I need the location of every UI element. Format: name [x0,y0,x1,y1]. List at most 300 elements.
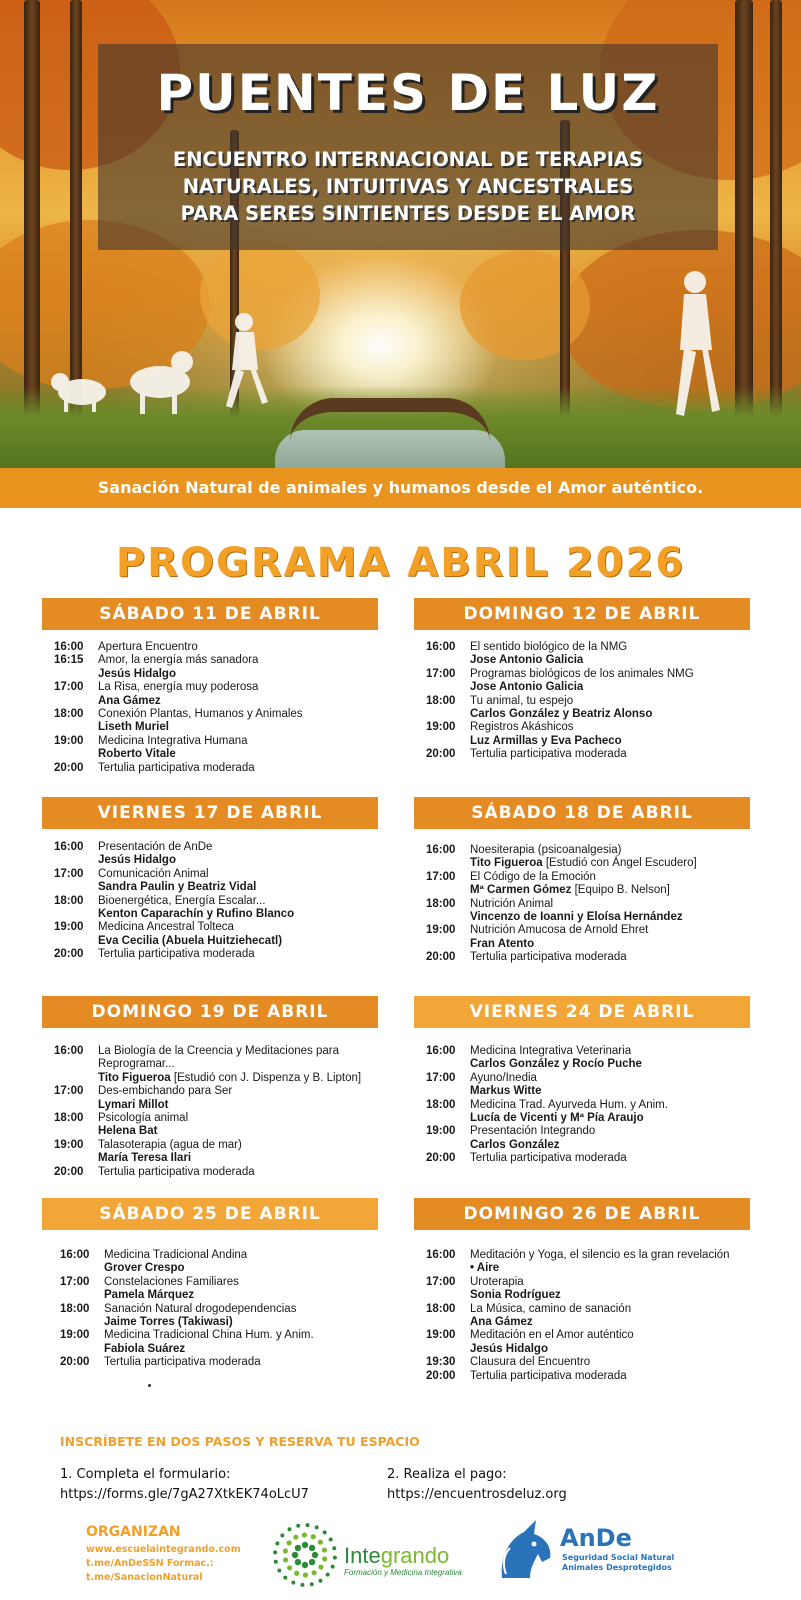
speaker-name: Eva Cecilia (Abuela Huitziehecatl) [98,934,283,947]
sunburst-dot [300,1583,304,1587]
session-title: Tertulia participativa moderada [98,948,255,961]
schedule-item [54,841,374,868]
sunburst-dot [286,1540,291,1545]
session-title: Medicina Trad. Ayurveda Hum. y Anim. [470,1098,668,1111]
session-details [470,1329,746,1356]
schedule-item [426,1276,746,1303]
subtitle-line: PARA SERES SINTIENTES DESDE EL AMOR [180,202,636,225]
speaker-note: [Estudió con J. Dispenza y B. Lipton] [170,1071,362,1084]
sunburst-dot [295,1545,301,1551]
session-details [98,654,374,681]
session-title: Bioenergética, Energía Escalar... [98,894,266,907]
session-time: 18:00 [426,694,456,707]
speaker-line [470,735,746,748]
session-time: 20:00 [54,948,84,961]
speaker-line [470,911,746,924]
subtitle-line: NATURALES, INTUITIVAS Y ANCESTRALES [182,175,634,198]
speaker-name: Tito Figueroa [98,1071,171,1084]
speaker-line [98,695,374,708]
day-header: DOMINGO 26 DE ABRIL [414,1198,750,1230]
schedule-item [426,951,746,964]
session-title: Des-embichando para Ser [98,1085,233,1098]
speaker-line [470,884,746,897]
session-details [98,948,374,961]
day-schedule [54,641,374,775]
sunburst-dot [275,1541,279,1545]
session-title: Tertulia participativa moderada [470,1152,627,1165]
schedule-item [60,1276,376,1303]
speaker-line [98,1072,374,1085]
speaker-line [470,681,746,694]
schedule-item [60,1249,376,1276]
speaker-line [470,938,746,951]
sunburst-dot [318,1540,323,1545]
integrando-logo-text [344,1543,449,1569]
session-time: 19:30 [426,1356,456,1369]
schedule-item [54,681,374,708]
website-link[interactable]: www.escuelaintegrando.com [86,1544,241,1555]
speaker-line [104,1316,376,1329]
session-details [98,762,374,775]
session-title: Apertura Encuentro [98,641,198,653]
sunburst-dot [283,1576,287,1580]
subtitle-line: ENCUENTRO INTERNACIONAL DE TERAPIAS [172,148,644,171]
session-details [98,841,374,868]
session-time: 19:00 [54,1138,84,1151]
payment-link[interactable]: https://encuentrosdeluz.org [387,1487,567,1502]
step-1 [60,1465,309,1505]
session-title: Registros Akáshicos [470,721,574,734]
speaker-line [98,668,374,681]
speaker-name: Fran Atento [470,937,535,950]
session-title: Tertulia participativa moderada [470,951,627,964]
speaker-name: Mª Carmen Gómez [470,884,572,897]
session-time: 17:00 [426,667,456,680]
ande-logo-text: AnDe [560,1524,632,1552]
day-header: SÁBADO 11 DE ABRIL [42,598,378,630]
session-time: 16:00 [426,1045,456,1057]
session-time: 19:00 [426,1329,456,1342]
session-time: 16:00 [54,641,84,653]
schedule-item [426,748,746,761]
sunburst-dot [291,1581,295,1585]
schedule-item [54,708,374,735]
session-details [470,1099,746,1126]
session-time: 20:00 [426,1369,456,1382]
day-schedule [426,1249,746,1383]
speaker-line [98,721,374,734]
session-title: Medicina Integrativa Veterinaria [470,1045,632,1057]
speaker-line [98,854,374,867]
session-title: Nutrición Amucosa de Arnold Ehret [470,924,649,937]
schedule-item [54,1112,374,1139]
ande-tagline-line: Animales Desprotegidos [562,1563,672,1572]
session-title: Medicina Integrativa Humana [98,734,248,747]
sunburst-dot [315,1525,319,1529]
session-time: 18:00 [426,1098,456,1111]
speaker-name: Jaime Torres (Takiwasi) [104,1316,233,1329]
step-2-label: 2. Realiza el pago: [387,1467,507,1482]
hero-image [0,0,801,476]
session-details [470,1125,746,1152]
session-title: Sanación Natural drogodependencias [104,1302,297,1315]
schedule-item [54,654,374,681]
speaker-name: Lucía de Vicenti y Mª Pía Araujo [470,1112,644,1125]
speaker-name: Tito Figueroa [470,857,543,870]
speaker-line [470,1112,746,1125]
speaker-name: Carlos González [470,1138,560,1151]
session-time: 16:00 [426,641,456,653]
sunburst-dot [312,1552,318,1558]
speaker-line [104,1262,376,1275]
speaker-name: Jose Antonio Galicia [470,681,584,694]
event-title: PUENTES DE LUZ [156,64,660,122]
session-title: Programas biológicos de los animales NMG [470,667,694,680]
organizer-links [86,1543,241,1585]
speaker-name: Carlos González y Rocío Puche [470,1058,642,1071]
session-time: 20:00 [426,951,456,964]
speaker-line [98,908,374,921]
day-schedule [54,1045,374,1179]
sunburst-dot [329,1538,333,1542]
session-title: La Biología de la Creencia y Meditaciones para Reprogramar... [98,1045,340,1071]
schedule-item [54,1045,374,1085]
schedule-item [54,762,374,775]
sunburst-dot [283,1548,288,1553]
speaker-line [470,1085,746,1098]
sunburst-dot [309,1559,315,1565]
telegram-link[interactable]: t.me/AnDeSSN Formac.: [86,1558,214,1569]
session-time: 20:00 [54,1165,84,1178]
integrando-tagline: Formación y Medicina Integrativa [344,1568,462,1577]
session-title: Constelaciones Familiares [104,1275,239,1288]
speaker-name: Carlos González y Beatriz Alonso [470,708,653,721]
schedule-item [426,1370,746,1383]
sunburst-dot [280,1533,284,1537]
session-details [470,871,746,898]
speaker-line [470,1343,746,1356]
day-schedule [426,1045,746,1166]
speaker-name: Grover Crespo [104,1262,185,1275]
speaker-name: Pamela Márquez [104,1289,195,1302]
schedule-item [426,1125,746,1152]
ande-tagline-line: Seguridad Social Natural [562,1553,675,1562]
schedule-item [54,1166,374,1179]
schedule-item [54,921,374,948]
session-details [470,1072,746,1099]
step-2 [387,1465,567,1505]
session-title: Conexión Plantas, Humanos y Animales [98,708,303,721]
speaker-name: Jose Antonio Galicia [470,654,584,667]
sunburst-dot [332,1546,336,1550]
session-title: Talasoterapia (agua de mar) [98,1138,242,1151]
session-details [98,1139,374,1166]
speaker-name: Fabiola Suárez [104,1342,186,1355]
sunburst-dot [302,1562,308,1568]
session-time: 16:00 [54,1045,84,1057]
speaker-line [98,1125,374,1138]
schedule-item [60,1356,376,1369]
session-title: Medicina Tradicional China Hum. y Anim. [104,1329,314,1342]
speaker-name: Jesús Hidalgo [98,667,176,680]
sunburst-dot [322,1556,327,1561]
session-details [470,668,746,695]
sunburst-dot [310,1582,314,1586]
session-time: 20:00 [60,1356,90,1369]
day-header: VIERNES 17 DE ABRIL [42,797,378,829]
schedule-item [54,735,374,762]
schedule-item [54,1085,374,1112]
session-title: La Risa, energía muy poderosa [98,681,259,694]
speaker-line [470,1316,746,1329]
telegram-link[interactable]: t.me/SanacionNatural [86,1572,203,1583]
session-title: Uroterapia [470,1275,524,1288]
session-title: Nutrición Animal [470,897,554,910]
speaker-line [98,1099,374,1112]
session-details [98,641,374,654]
speaker-name: Vincenzo de Ioanni y Eloísa Hernández [470,911,683,924]
sunburst-dot [312,1570,317,1575]
sunburst-dot [283,1557,288,1562]
session-time: 16:00 [60,1249,90,1261]
session-details [98,1166,374,1179]
sunburst-dot [303,1572,308,1577]
speaker-name: María Teresa Ilari [98,1152,192,1165]
schedule-item [426,1356,746,1369]
speaker-line [98,935,374,948]
speaker-line [470,1289,746,1302]
sunburst-dot [277,1568,281,1572]
speaker-line [470,1262,746,1275]
speaker-name: Sonia Rodríguez [470,1289,561,1302]
session-time: 18:00 [426,897,456,910]
sunburst-dot [273,1550,277,1554]
day-header: VIERNES 24 DE ABRIL [414,996,750,1028]
schedule-item [426,668,746,695]
organizers-heading: ORGANIZAN [86,1524,181,1540]
tagline-banner: Sanación Natural de animales y humanos desde el Amor auténtico. [0,468,801,508]
session-details [98,681,374,708]
session-time: 17:00 [54,867,84,880]
schedule-item [54,1139,374,1166]
schedule-item [426,1303,746,1330]
speaker-name: Liseth Muriel [98,721,169,734]
session-time: 17:00 [426,1071,456,1084]
session-time: 18:00 [54,1112,84,1125]
speaker-name: Ana Gámez [98,694,161,707]
sunburst-dot [274,1560,278,1564]
session-title: Ayuno/Inedia [470,1071,537,1084]
schedule-item [60,1329,376,1356]
speaker-line [470,857,746,870]
sunburst-dot [302,1532,307,1537]
speaker-name: • Aire [470,1262,500,1275]
session-details [470,721,746,748]
session-details [470,924,746,951]
sunburst-dot [288,1527,292,1531]
session-time: 16:15 [54,654,84,667]
session-title: El Código de la Emoción [470,870,596,883]
schedule-item [426,1152,746,1165]
sunburst-dot [333,1556,337,1560]
schedule-item [54,948,374,961]
session-title: Amor, la energía más sanadora [98,654,259,667]
speaker-line [98,881,374,894]
schedule-item [426,871,746,898]
speaker-name: Ana Gámez [470,1316,533,1329]
session-time: 19:00 [60,1329,90,1342]
schedule-item [426,844,746,871]
session-details [98,1045,374,1085]
schedule-item [426,641,746,668]
schedule-item [426,924,746,951]
speaker-name: Jesús Hidalgo [470,1342,548,1355]
woman-icon [684,271,706,293]
speaker-line [470,708,746,721]
sunburst-dot [318,1564,323,1569]
speaker-line [98,1152,374,1165]
sunburst-dot [293,1535,298,1540]
session-time: 16:00 [54,841,84,853]
integrando-logo-icon [272,1522,338,1588]
session-details [104,1249,376,1276]
child-icon [235,313,253,331]
session-details [104,1356,376,1369]
session-details [470,951,746,964]
session-details [98,735,374,762]
step-1-label: 1. Completa el formulario: [60,1467,231,1482]
session-details [470,1370,746,1383]
speaker-name: Kenton Caparachín y Rufino Blanco [98,908,295,921]
session-details [104,1303,376,1330]
session-details [470,1045,746,1072]
session-time: 16:00 [426,1249,456,1261]
session-time: 20:00 [426,748,456,761]
session-title: Tertulia participativa moderada [98,1165,255,1178]
session-time: 20:00 [54,761,84,774]
day-schedule [426,641,746,762]
schedule-item [426,1249,746,1276]
session-details [104,1329,376,1356]
day-header: SÁBADO 18 DE ABRIL [414,797,750,829]
sunburst-dot [326,1573,330,1577]
schedule-item [426,1045,746,1072]
session-details [98,868,374,895]
program-title: PROGRAMA ABRIL 2026 [115,540,686,586]
sunburst-dot [309,1545,315,1551]
day-header: DOMINGO 12 DE ABRIL [414,598,750,630]
speaker-line [470,1058,746,1071]
session-title: Tertulia participativa moderada [470,748,627,761]
speaker-line [104,1343,376,1356]
session-time: 17:00 [426,870,456,883]
schedule-item [54,895,374,922]
session-details [470,1303,746,1330]
session-title: El sentido biológico de la NMG [470,641,628,653]
session-title: Presentación de AnDe [98,841,213,853]
ande-unicorn-icon [490,1518,560,1582]
session-title: Presentación Integrando [470,1125,596,1138]
session-details [98,1112,374,1139]
session-details [98,921,374,948]
sunburst-dot [311,1534,316,1539]
ande-tagline [562,1553,674,1573]
session-title: Comunicación Animal [98,867,209,880]
session-title: Tertulia participativa moderada [104,1356,261,1369]
session-title: Clausura del Encuentro [470,1356,591,1369]
speaker-name: Sandra Paulin y Beatriz Vidal [98,881,257,894]
session-title: Meditación y Yoga, el silencio es la gran revelación [470,1249,730,1261]
sunburst-dot [306,1523,310,1527]
session-title: Tu animal, tu espejo [470,694,574,707]
session-time: 17:00 [60,1275,90,1288]
session-title: Tertulia participativa moderada [470,1369,627,1382]
dot [148,1384,151,1387]
speaker-name: Luz Armillas y Eva Pacheco [470,734,622,747]
session-details [104,1276,376,1303]
session-details [470,1152,746,1165]
session-time: 18:00 [60,1302,90,1315]
sunburst-dot [294,1571,299,1576]
session-details [470,898,746,925]
sunburst-dot [322,1547,327,1552]
speaker-name: Jesús Hidalgo [98,854,176,867]
sunburst-dot [295,1559,301,1565]
session-details [470,1276,746,1303]
schedule-item [54,641,374,654]
sunburst-dot [331,1565,335,1569]
session-details [470,748,746,761]
session-time: 18:00 [426,1302,456,1315]
speaker-name: Lymari Millot [98,1098,169,1111]
session-time: 19:00 [54,921,84,934]
day-header: DOMINGO 19 DE ABRIL [42,996,378,1028]
session-title: Meditación en el Amor auténtico [470,1329,634,1342]
session-details [470,695,746,722]
session-details [470,1249,746,1276]
sunburst-dot [296,1524,300,1528]
sunburst-dot [318,1579,322,1583]
schedule-item [54,868,374,895]
session-time: 19:00 [426,1125,456,1138]
day-header: SÁBADO 25 DE ABRIL [42,1198,378,1230]
speaker-line [470,654,746,667]
session-title: Noesiterapia (psicoanalgesia) [470,844,622,856]
session-title: Medicina Tradicional Andina [104,1249,248,1261]
registration-heading: INSCRÍBETE EN DOS PASOS Y RESERVA TU ESPACIO [60,1434,420,1449]
schedule-item [426,695,746,722]
schedule-item [60,1303,376,1330]
speaker-line [470,1139,746,1152]
session-details [470,844,746,871]
session-title: Tertulia participativa moderada [98,761,255,774]
schedule-item [426,1072,746,1099]
speaker-line [98,748,374,761]
logo-text-part: Inte [344,1543,381,1568]
session-details [470,641,746,668]
session-time: 18:00 [54,708,84,721]
sunburst-dot [302,1542,308,1548]
session-time: 17:00 [426,1275,456,1288]
form-link[interactable]: https://forms.gle/7gA27XtkEK74oLcU7 [60,1487,309,1502]
day-schedule [426,844,746,965]
speaker-name: Roberto Vitale [98,748,176,761]
speaker-name: Markus Witte [470,1085,542,1098]
logo-text-part: grando [380,1543,450,1568]
session-time: 17:00 [54,681,84,694]
session-time: 16:00 [426,844,456,856]
session-time: 19:00 [426,721,456,734]
